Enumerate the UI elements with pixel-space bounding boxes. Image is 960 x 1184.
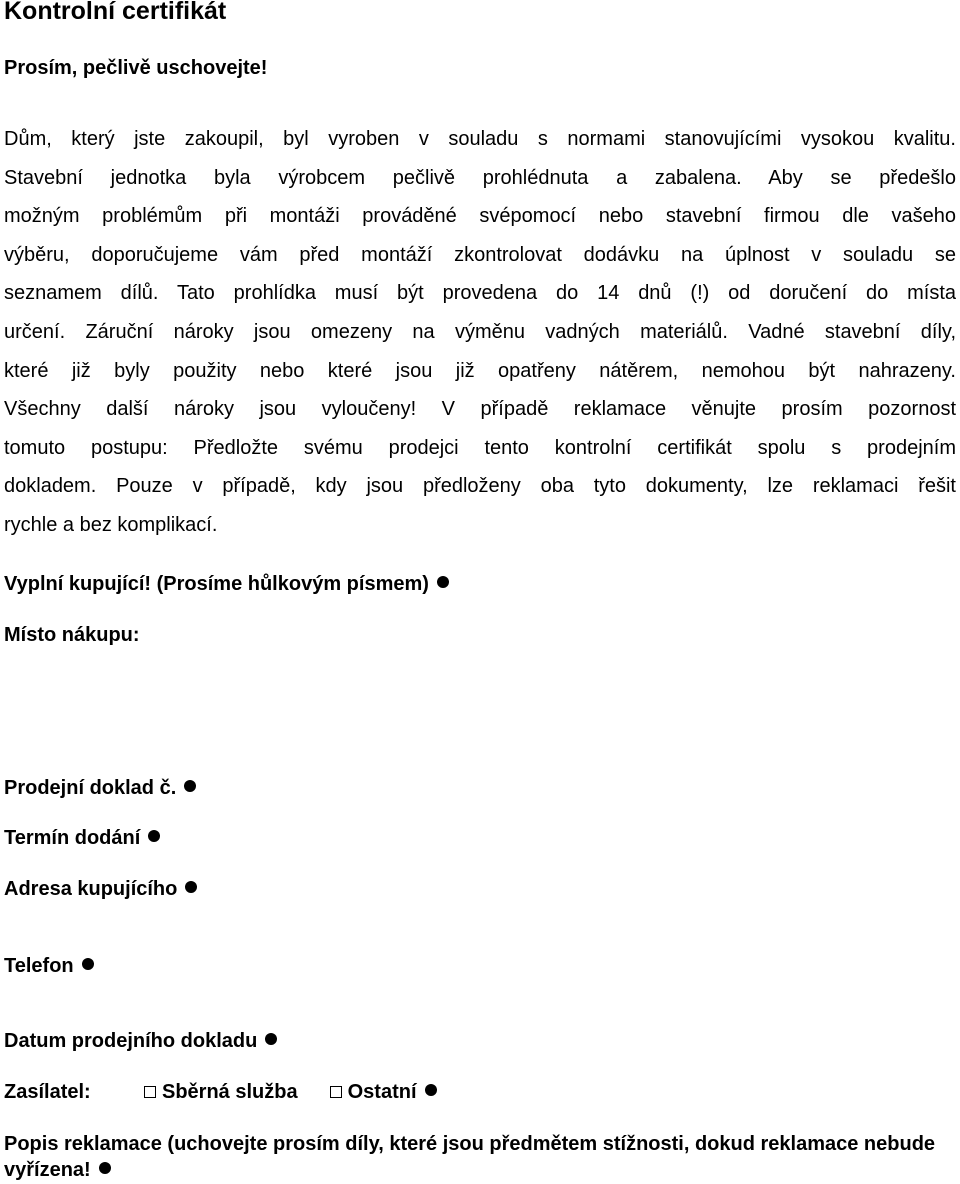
document-title: Kontrolní certifikát: [4, 0, 227, 25]
body-line: možným problémům při montáži prováděné svépomocí nebo stavební firmou dle vašeho: [4, 205, 956, 228]
bullet-icon: [82, 958, 94, 970]
body-line: dokladem. Pouze v případě, kdy jsou předloženy oba tyto dokumenty, lze reklamaci řešit: [4, 475, 956, 498]
sales-receipt-field[interactable]: [4, 777, 196, 800]
body-line: Všechny další nároky jsou vyloučeny! V případě reklamace věnujte prosím pozornost: [4, 398, 956, 421]
bullet-icon: [99, 1162, 111, 1174]
sender-option-collection-label: Sběrná služba: [162, 1081, 298, 1103]
checkbox-icon[interactable]: [330, 1086, 342, 1098]
buyer-address-field[interactable]: [4, 878, 197, 901]
fill-instruction: [4, 573, 449, 596]
body-line: Stavební jednotka byla výrobcem pečlivě prohlédnuta a zabalena. Aby se předešlo: [4, 166, 956, 189]
bullet-icon: [184, 780, 196, 792]
body-line: seznamem dílů. Tato prohlídka musí být provedena do 14 dnů (!) od doručení do místa: [4, 282, 956, 305]
sender-row: [4, 1081, 437, 1104]
body-line: určení. Záruční nároky jsou omezeny na výměnu vadných materiálů. Vadné stavební díly,: [4, 320, 956, 343]
delivery-date-label: Termín dodání: [4, 827, 141, 849]
body-line: Dům, který jste zakoupil, byl vyroben v souladu s normami stanovujícími vysokou kvalitu.: [4, 128, 956, 150]
bullet-icon: [185, 881, 197, 893]
phone-field[interactable]: [4, 955, 94, 978]
sales-receipt-label: Prodejní doklad č.: [4, 777, 177, 799]
body-line: které již byly použity nebo které jsou již opatřeny nátěrem, nemohou být nahrazeny.: [4, 359, 956, 382]
body-line: rychle a bez komplikací.: [4, 513, 218, 536]
bullet-icon: [437, 576, 449, 588]
body-paragraph: [4, 120, 956, 545]
sender-label: Zasílatel:: [4, 1081, 91, 1103]
delivery-date-field[interactable]: [4, 827, 160, 850]
place-of-purchase-field[interactable]: [4, 624, 140, 647]
checkbox-icon[interactable]: [144, 1086, 156, 1098]
bullet-icon: [265, 1033, 277, 1045]
sender-option-other-label: Ostatní: [347, 1081, 417, 1103]
buyer-address-label: Adresa kupujícího: [4, 878, 178, 900]
bullet-icon: [148, 830, 160, 842]
document-subtitle: Prosím, pečlivě uschovejte!: [4, 57, 268, 79]
complaint-description-field[interactable]: [4, 1131, 944, 1183]
phone-label: Telefon: [4, 955, 74, 977]
complaint-description-label: Popis reklamace (uchovejte prosím díly, které jsou předmětem stížnosti, dokud reklamace nebude vyřízena!: [4, 1133, 936, 1181]
body-line: tomuto postupu: Předložte svému prodejci tento kontrolní certifikát spolu s prodejním: [4, 436, 956, 459]
fill-instruction-label: Vyplní kupující! (Prosíme hůlkovým písmem): [4, 573, 429, 595]
bullet-icon: [425, 1084, 437, 1096]
receipt-date-field[interactable]: [4, 1030, 277, 1053]
sender-option-other[interactable]: [330, 1081, 417, 1104]
receipt-date-label: Datum prodejního dokladu: [4, 1030, 258, 1052]
body-line: výběru, doporučujeme vám před montáží zkontrolovat dodávku na úplnost v souladu se: [4, 243, 956, 266]
place-of-purchase-label: Místo nákupu:: [4, 624, 140, 646]
sender-option-collection[interactable]: [144, 1081, 298, 1104]
